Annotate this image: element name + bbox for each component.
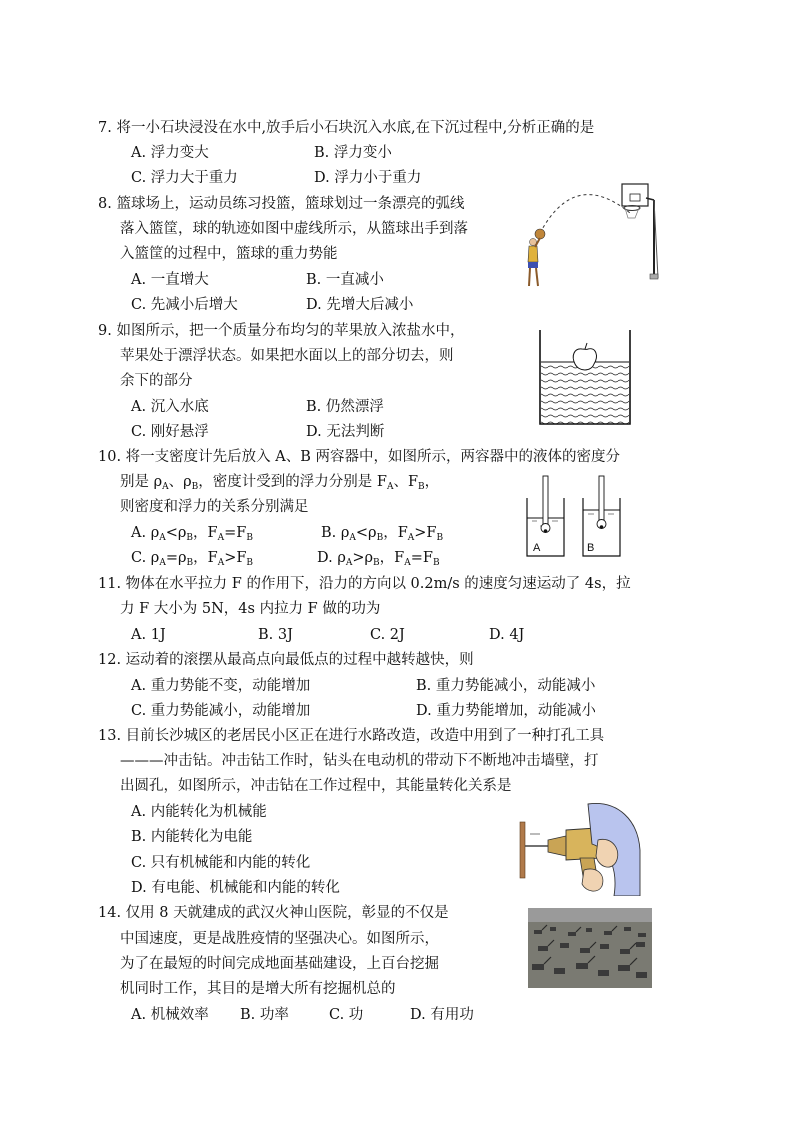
q14-option-d: D. 有用功 — [410, 1007, 474, 1023]
q8-line-1: 8. 篮球场上，运动员练习投篮，篮球划过一条漂亮的弧线 — [98, 196, 465, 212]
q14-option-c: C. 功 — [329, 1007, 364, 1023]
q13-line-2: ———冲击钻。冲击钻工作时，钻头在电动机的带动下不断地冲击墙壁，打 — [120, 753, 599, 769]
q8-option-d: D. 先增大后减小 — [306, 297, 414, 313]
construction-site-photo — [528, 908, 652, 988]
q7-option-c: C. 浮力大于重力 — [131, 170, 238, 186]
q7-stem: 7. 将一小石块浸没在水中,放手后小石块沉入水底,在下沉过程中,分析正确的是 — [98, 120, 595, 136]
q13-option-a: A. 内能转化为机械能 — [131, 804, 267, 820]
q11-option-b: B. 3J — [258, 627, 293, 643]
q10-option-c: C. $\rho_A=\rho_B$，$F_A>F_B$ — [131, 550, 254, 568]
q10-option-a: A. $\rho_A<\rho_B$，$F_A=F_B$ — [131, 525, 253, 543]
q13-line-1: 13. 目前长沙城区的老居民小区正在进行水路改造，改造中用到了一种打孔工具 — [98, 728, 605, 744]
basketball-figure — [520, 178, 670, 293]
q8-option-c: C. 先减小后增大 — [131, 297, 238, 313]
q10-line-2: 别是 $\rho_A$、$\rho_B$，密度计受到的浮力分别是 $F_A$、$F_B$， — [120, 474, 440, 492]
q14-line-1: 14. 仅用 8 天就建成的武汉火神山医院，彰显的不仅是 — [98, 905, 449, 921]
q11-option-a: A. 1J — [131, 627, 166, 643]
q9-line-1: 9. 如图所示，把一个质量分布均匀的苹果放入浓盐水中， — [98, 323, 465, 339]
q9-line-3: 余下的部分 — [120, 373, 193, 389]
impact-drill-figure — [518, 800, 642, 896]
q11-line-1: 11. 物体在水平拉力 F 的作用下，沿力的方向以 0.2m/s 的速度匀速运动了 4s，拉 — [98, 576, 631, 592]
q11-line-2: 力 F 大小为 5N，4s 内拉力 F 做的功为 — [120, 601, 381, 617]
q9-option-d: D. 无法判断 — [306, 424, 385, 440]
q8-option-b: B. 一直减小 — [306, 272, 384, 288]
q14-option-a: A. 机械效率 — [131, 1007, 209, 1023]
hydrometer-figure — [524, 474, 626, 558]
container-b-label: B — [587, 542, 595, 554]
q14-line-3: 为了在最短的时间完成地面基础建设，上百台挖掘 — [120, 956, 439, 972]
q9-line-2: 苹果处于漂浮状态。如果把水面以上的部分切去，则 — [120, 348, 454, 364]
q8-line-2: 落入篮筐，球的轨迹如图中虚线所示，从篮球出手到落 — [120, 221, 468, 237]
q9-option-a: A. 沉入水底 — [131, 399, 209, 415]
q12-option-d: D. 重力势能增加，动能减小 — [416, 703, 596, 719]
q9-option-b: B. 仍然漂浮 — [306, 399, 384, 415]
q12-option-b: B. 重力势能减小，动能减小 — [416, 678, 596, 694]
q8-option-a: A. 一直增大 — [131, 272, 209, 288]
q14-option-b: B. 功率 — [240, 1007, 289, 1023]
apple-container-figure — [538, 328, 632, 426]
q11-option-d: D. 4J — [489, 627, 525, 643]
q13-option-b: B. 内能转化为电能 — [131, 829, 253, 845]
q13-line-3: 出圆孔，如图所示，冲击钻在工作过程中，其能量转化关系是 — [120, 778, 512, 794]
q10-option-b: B. $\rho_A<\rho_B$，$F_A>F_B$ — [321, 525, 444, 543]
q7-option-b: B. 浮力变小 — [314, 145, 392, 161]
q13-option-d: D. 有电能、机械能和内能的转化 — [131, 880, 340, 896]
q12-option-a: A. 重力势能不变，动能增加 — [131, 678, 311, 694]
q12-option-c: C. 重力势能减小，动能增加 — [131, 703, 311, 719]
q10-line-1: 10. 将一支密度计先后放入 A、B 两容器中，如图所示，两容器中的液体的密度分 — [98, 449, 621, 465]
container-a-label: A — [533, 542, 541, 554]
q14-line-4: 机同时工作，其目的是增大所有挖掘机总的 — [120, 981, 396, 997]
q10-line-3: 则密度和浮力的关系分别满足 — [120, 499, 309, 515]
q14-line-2: 中国速度，更是战胜疫情的坚强决心。如图所示， — [120, 931, 439, 947]
q12-line-1: 12. 运动着的滚摆从最高点向最低点的过程中越转越快，则 — [98, 652, 474, 668]
q7-option-a: A. 浮力变大 — [131, 145, 209, 161]
q11-option-c: C. 2J — [370, 627, 405, 643]
q9-option-c: C. 刚好悬浮 — [131, 424, 209, 440]
q13-option-c: C. 只有机械能和内能的转化 — [131, 855, 311, 871]
q10-option-d: D. $\rho_A>\rho_B$，$F_A=F_B$ — [317, 550, 440, 568]
q8-line-3: 入篮筐的过程中，篮球的重力势能 — [120, 246, 338, 262]
q7-option-d: D. 浮力小于重力 — [314, 170, 422, 186]
